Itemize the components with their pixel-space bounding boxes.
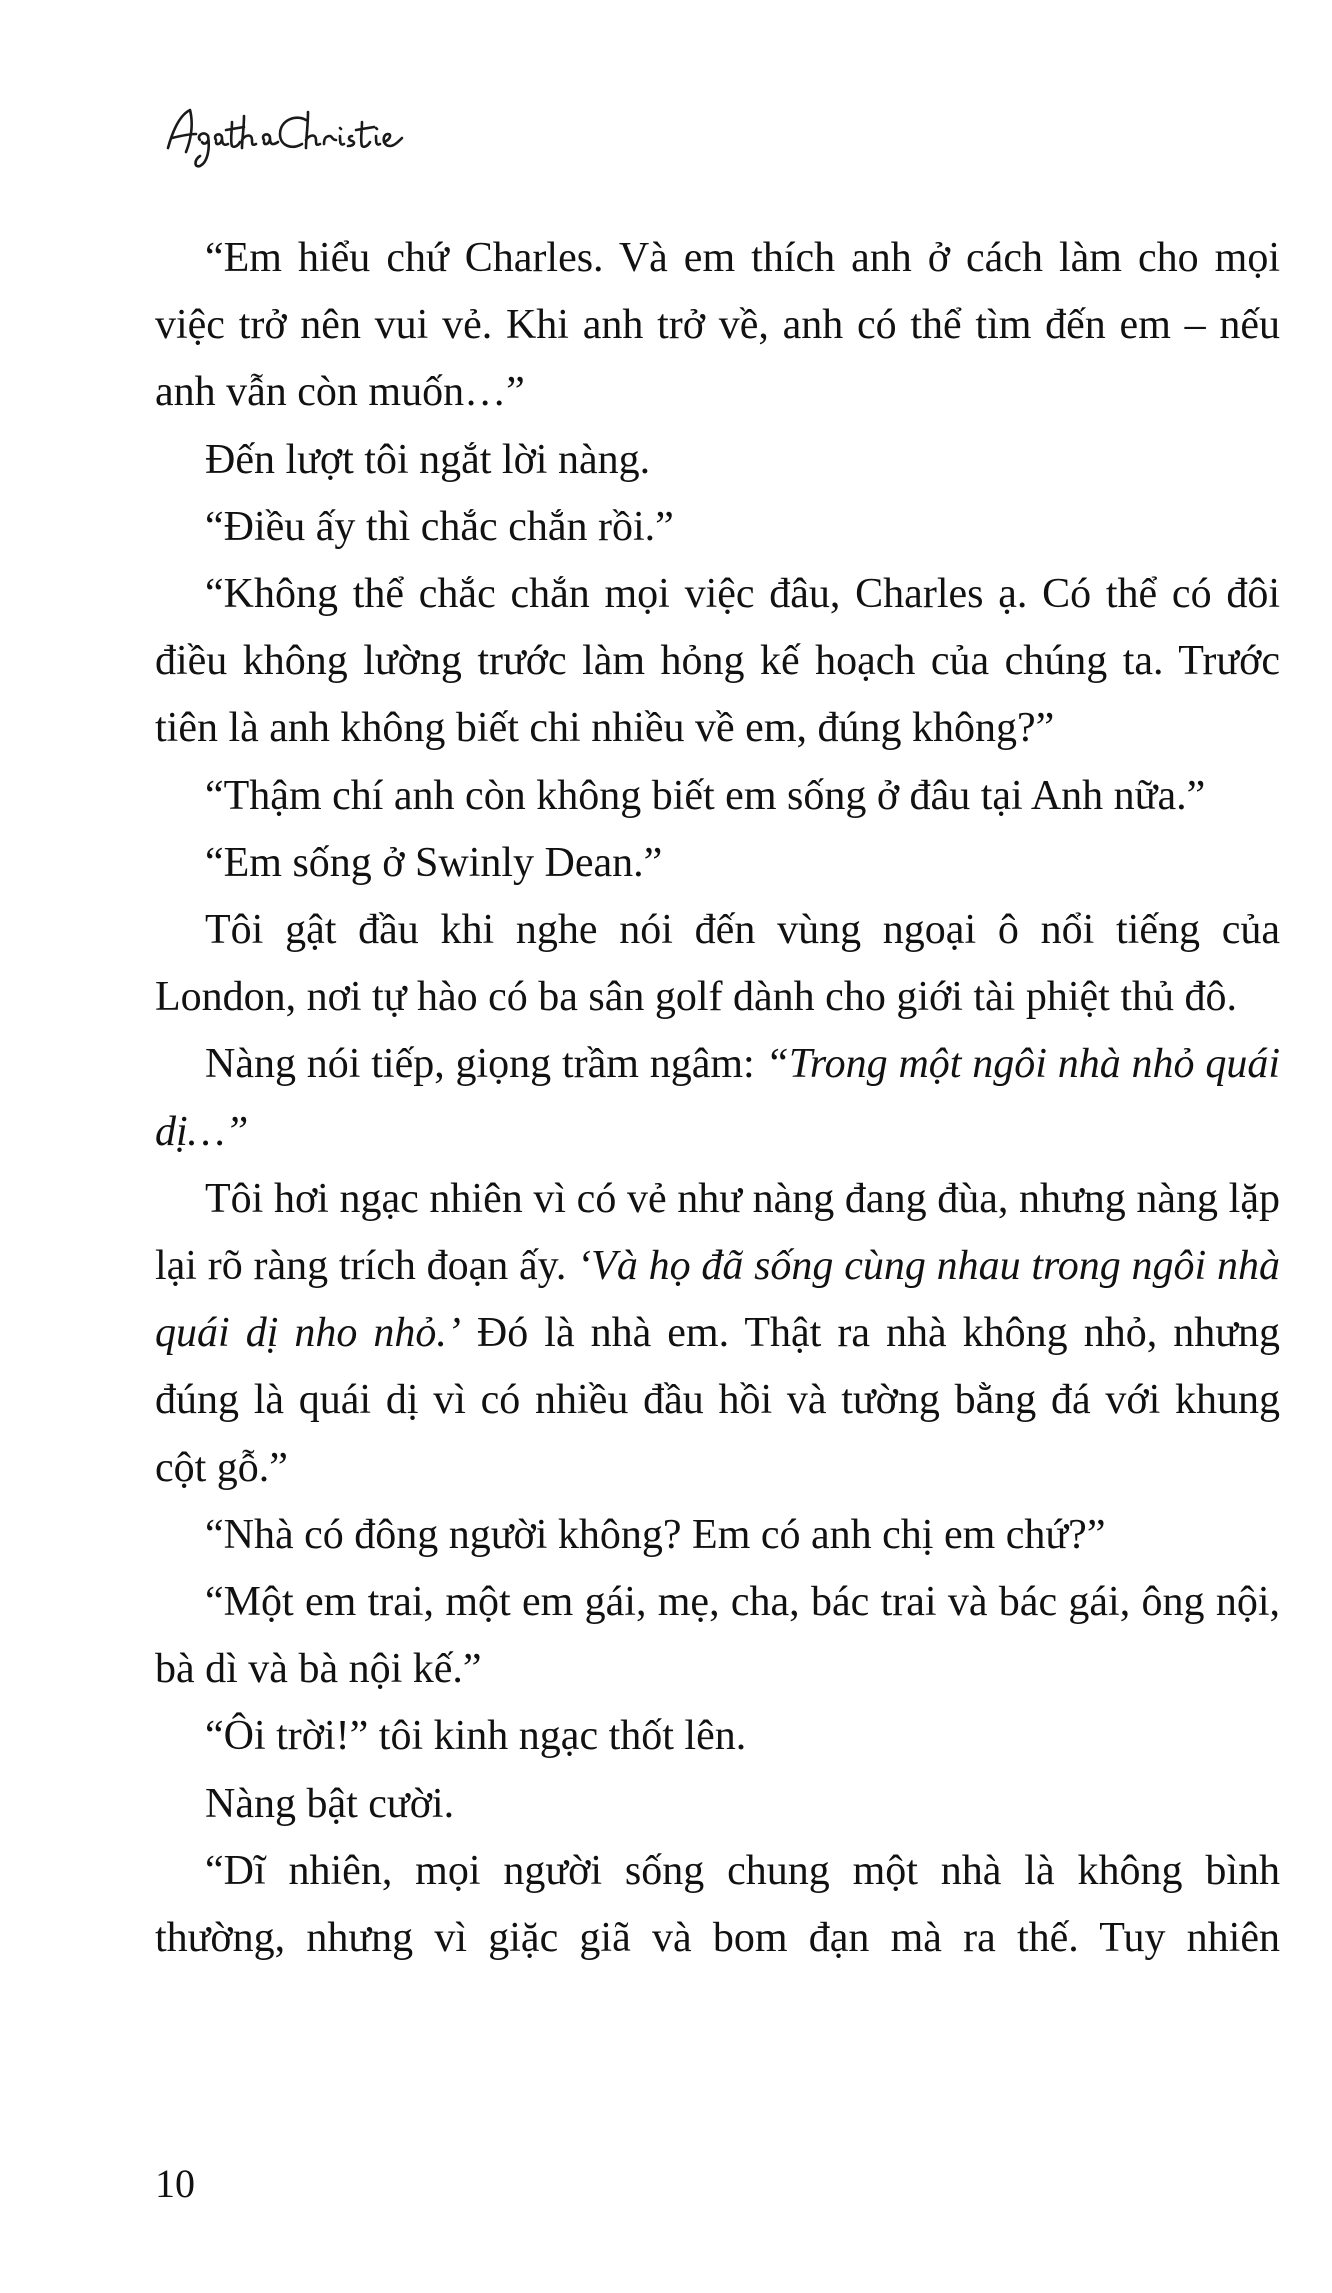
paragraph: “Một em trai, một em gái, mẹ, cha, bác trai và bác gái, ông nội, bà dì và bà nội kế.” xyxy=(155,1579,1280,1693)
author-signature xyxy=(160,96,410,176)
paragraph: “Điều ấy thì chắc chắn rồi.” xyxy=(205,503,674,550)
paragraph: “Em sống ở Swinly Dean.” xyxy=(205,839,663,886)
paragraph: “Không thể chắc chắn mọi việc đâu, Charles ạ. Có thể có đôi điều không lường trước làm hỏng kế hoạch của chúng ta. Trước tiên là anh không biết chi nhiều về em, đúng không?” xyxy=(155,571,1280,752)
paragraph-text: Tôi hơi ngạc nhiên vì có vẻ như nàng đang đùa, nhưng nàng lặp lại rõ ràng trích đoạn ấy. xyxy=(155,1175,1280,1290)
paragraph: Tôi gật đầu khi nghe nói đến vùng ngoại ô nổi tiếng của London, nơi tự hào có ba sân golf dành cho giới tài phiệt thủ đô. xyxy=(155,907,1280,1021)
paragraph: “Ôi trời!” tôi kinh ngạc thốt lên. xyxy=(205,1713,747,1760)
paragraph-italic-quote: ‘Và họ đã sống cùng nhau trong ngôi nhà quái dị nho nhỏ.’ xyxy=(155,1243,1280,1357)
body-text xyxy=(155,225,1280,1972)
paragraph: “Dĩ nhiên, mọi người sống chung một nhà là không bình thường, nhưng vì giặc giã và bom đạn mà ra thế. Tuy nhiên xyxy=(155,1847,1280,1962)
paragraph xyxy=(155,1031,1280,1165)
paragraph-italic-quote: “Trong một ngôi nhà nhỏ quái dị…” xyxy=(155,1041,1280,1155)
paragraph: Đến lượt tôi ngắt lời nàng. xyxy=(205,436,651,483)
paragraph: “Nhà có đông người không? Em có anh chị em chứ?” xyxy=(205,1511,1106,1558)
signature-icon xyxy=(160,96,410,176)
paragraph-text: Nàng nói tiếp, giọng trầm ngâm: xyxy=(205,1041,766,1088)
paragraph-text: Đó là nhà em. Thật ra nhà không nhỏ, nhưng đúng là quái dị vì có nhiều đầu hồi và tường bằng đá với khung cột gỗ.” xyxy=(155,1310,1280,1491)
paragraph: “Thậm chí anh còn không biết em sống ở đâu tại Anh nữa.” xyxy=(205,772,1206,819)
paragraph: Nàng bật cười. xyxy=(205,1780,455,1827)
page-number: 10 xyxy=(155,2161,195,2206)
paragraph: “Em hiểu chứ Charles. Và em thích anh ở cách làm cho mọi việc trở nên vui vẻ. Khi anh trở về, anh có thể tìm đến em – nếu anh vẫn còn muốn…” xyxy=(155,235,1280,416)
paragraph xyxy=(155,1166,1280,1502)
